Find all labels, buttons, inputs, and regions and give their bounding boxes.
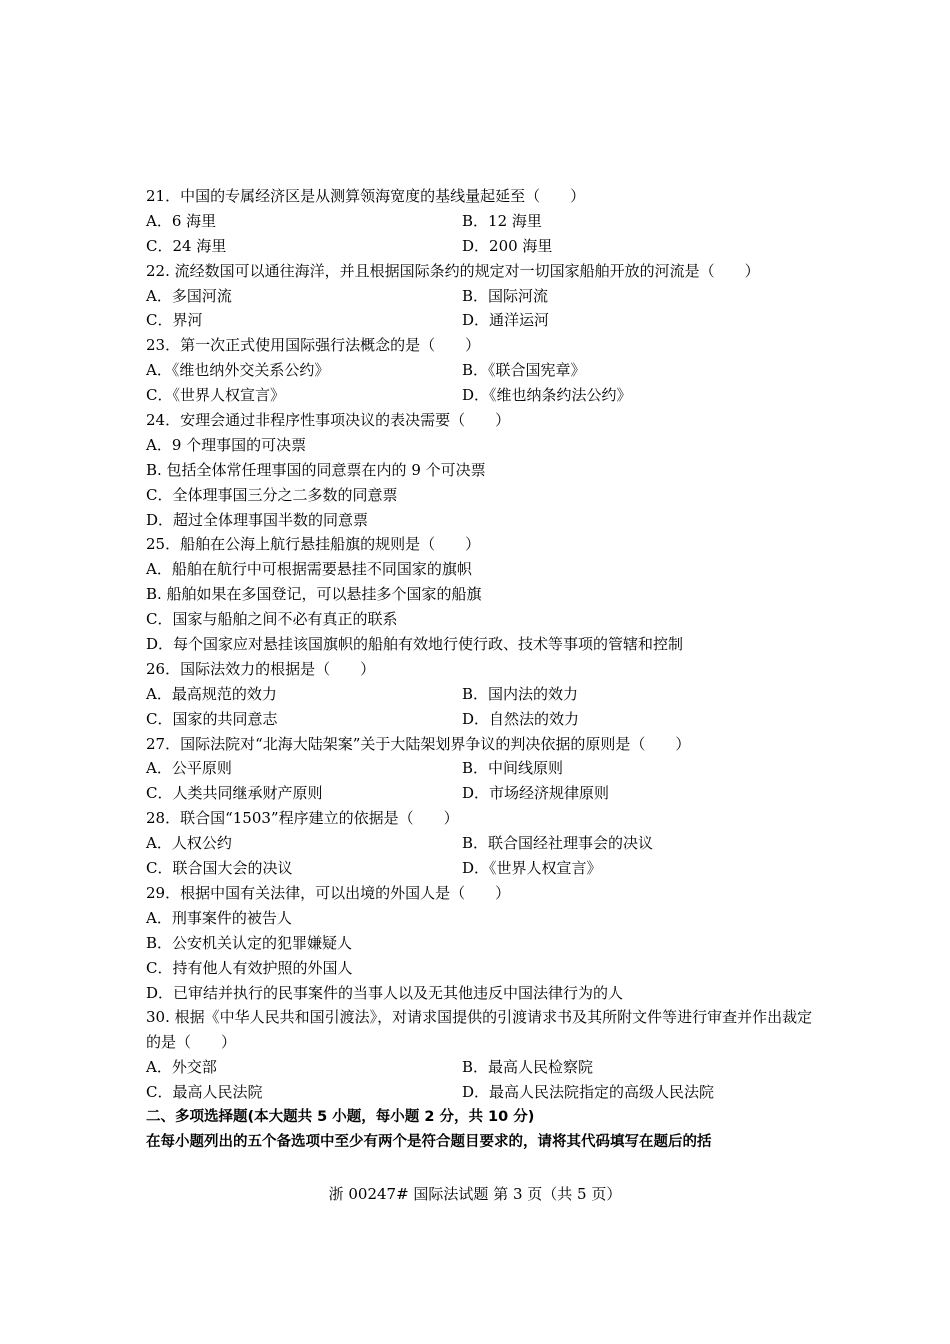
option-23-b: B．《联合国宪章》: [462, 361, 586, 380]
option-30-d: D．最高人民法院指定的高级人民法院: [462, 1083, 715, 1102]
exam-page: [146, 184, 816, 1155]
question-22-options-row-2: [146, 308, 816, 333]
option-23-d: D．《维也纳条约法公约》: [462, 386, 632, 405]
question-21-stem: 21．中国的专属经济区是从测算领海宽度的基线量起延至（ ）: [146, 187, 586, 205]
option-25-c: C．国家与船舶之间不必有真正的联系: [146, 610, 398, 629]
option-24-c: C．全体理事国三分之二多数的同意票: [146, 485, 398, 504]
option-22-a: A．多国河流: [146, 286, 232, 305]
option-22-c: C．界河: [146, 311, 203, 330]
option-28-b: B．联合国经社理事会的决议: [462, 834, 654, 853]
question-22-options-row-1: [146, 284, 816, 309]
option-24-d: D．超过全体理事国半数的同意票: [146, 510, 369, 529]
question-30-stem: 30. 根据《中华人民共和国引渡法》，对请求国提供的引渡请求书及其所附文件等进行审查并作出裁定的是（ ）: [146, 1008, 813, 1052]
option-23-a: A．《维也纳外交关系公约》: [146, 361, 330, 380]
question-29-stem: 29．根据中国有关法律，可以出境的外国人是（ ）: [146, 883, 511, 902]
section-2-heading: 二、多项选择题(本大题共 5 小题，每小题 2 分，共 10 分): [146, 1108, 535, 1125]
option-21-b: B．12 海里: [462, 211, 542, 230]
option-29-d: D．已审结并执行的民事案件的当事人以及无其他违反中国法律行为的人: [146, 983, 624, 1002]
option-23-c: C．《世界人权宣言》: [146, 386, 285, 405]
question-28-options-row-1: [146, 831, 816, 856]
question-27-stem: 27．国际法院对“北海大陆架案”关于大陆架划界争议的判决依据的原则是（ ）: [146, 734, 691, 753]
option-30-a: A．外交部: [146, 1058, 217, 1077]
question-23-options-row-2: [146, 383, 816, 408]
option-26-b: B．国内法的效力: [462, 684, 579, 703]
option-30-c: C．最高人民法院: [146, 1083, 263, 1102]
question-30-options-row-2: [146, 1080, 816, 1105]
option-25-b: B. 船舶如果在多国登记，可以悬挂多个国家的船旗: [146, 585, 482, 604]
question-21-options-row-2: [146, 234, 816, 259]
option-27-c: C．人类共同继承财产原则: [146, 784, 323, 803]
question-22-stem: 22. 流经数国可以通往海洋，并且根据国际条约的规定对一切国家船舶开放的河流是（ ）: [146, 261, 760, 280]
option-27-d: D．市场经济规律原则: [462, 784, 610, 803]
option-26-d: D．自然法的效力: [462, 709, 580, 728]
question-25-stem: 25．船舶在公海上航行悬挂船旗的规则是（ ）: [146, 535, 481, 554]
question-27-options-row-2: [146, 781, 816, 806]
page-footer: 浙 00247# 国际法试题 第 3 页（共 5 页）: [328, 1185, 622, 1203]
option-27-b: B．中间线原则: [462, 759, 564, 778]
option-27-a: A．公平原则: [146, 759, 232, 778]
option-28-a: A．人权公约: [146, 834, 232, 853]
option-29-a: A．刑事案件的被告人: [146, 908, 292, 927]
option-24-a: A．9 个理事国的可决票: [146, 435, 307, 454]
question-27-options-row-1: [146, 756, 816, 781]
option-21-a: A．6 海里: [146, 211, 217, 230]
question-26-options-row-1: [146, 682, 816, 707]
option-25-d: D．每个国家应对悬挂该国旗帜的船舶有效地行使行政、技术等事项的管辖和控制: [146, 635, 684, 654]
option-30-b: B．最高人民检察院: [462, 1058, 594, 1077]
question-26-stem: 26．国际法效力的根据是（ ）: [146, 659, 376, 678]
option-24-b: B. 包括全体常任理事国的同意票在内的 9 个可决票: [146, 460, 486, 479]
question-28-stem: 28．联合国“1503”程序建立的依据是（ ）: [146, 809, 459, 828]
option-25-a: A．船舶在航行中可根据需要悬挂不同国家的旗帜: [146, 560, 472, 579]
option-22-b: B．国际河流: [462, 286, 549, 305]
section-2-instruction: 在每小题列出的五个备选项中至少有两个是符合题目要求的，请将其代码填写在题后的括: [146, 1133, 712, 1150]
option-28-d: D．《世界人权宣言》: [462, 859, 602, 878]
option-29-b: B．公安机关认定的犯罪嫌疑人: [146, 933, 353, 952]
question-21-options-row-1: [146, 209, 816, 234]
option-26-c: C．国家的共同意志: [146, 709, 278, 728]
question-26-options-row-2: [146, 707, 816, 732]
option-21-d: D．200 海里: [462, 236, 553, 255]
option-28-c: C．联合国大会的决议: [146, 859, 293, 878]
question-28-options-row-2: [146, 856, 816, 881]
option-21-c: C．24 海里: [146, 236, 227, 255]
question-24-stem: 24．安理会通过非程序性事项决议的表决需要（ ）: [146, 411, 511, 430]
question-30-options-row-1: [146, 1055, 816, 1080]
option-22-d: D．通洋运河: [462, 311, 550, 330]
question-23-stem: 23．第一次正式使用国际强行法概念的是（ ）: [146, 336, 481, 355]
question-23-options-row-1: [146, 358, 816, 383]
option-26-a: A．最高规范的效力: [146, 684, 277, 703]
option-29-c: C．持有他人有效护照的外国人: [146, 958, 353, 977]
